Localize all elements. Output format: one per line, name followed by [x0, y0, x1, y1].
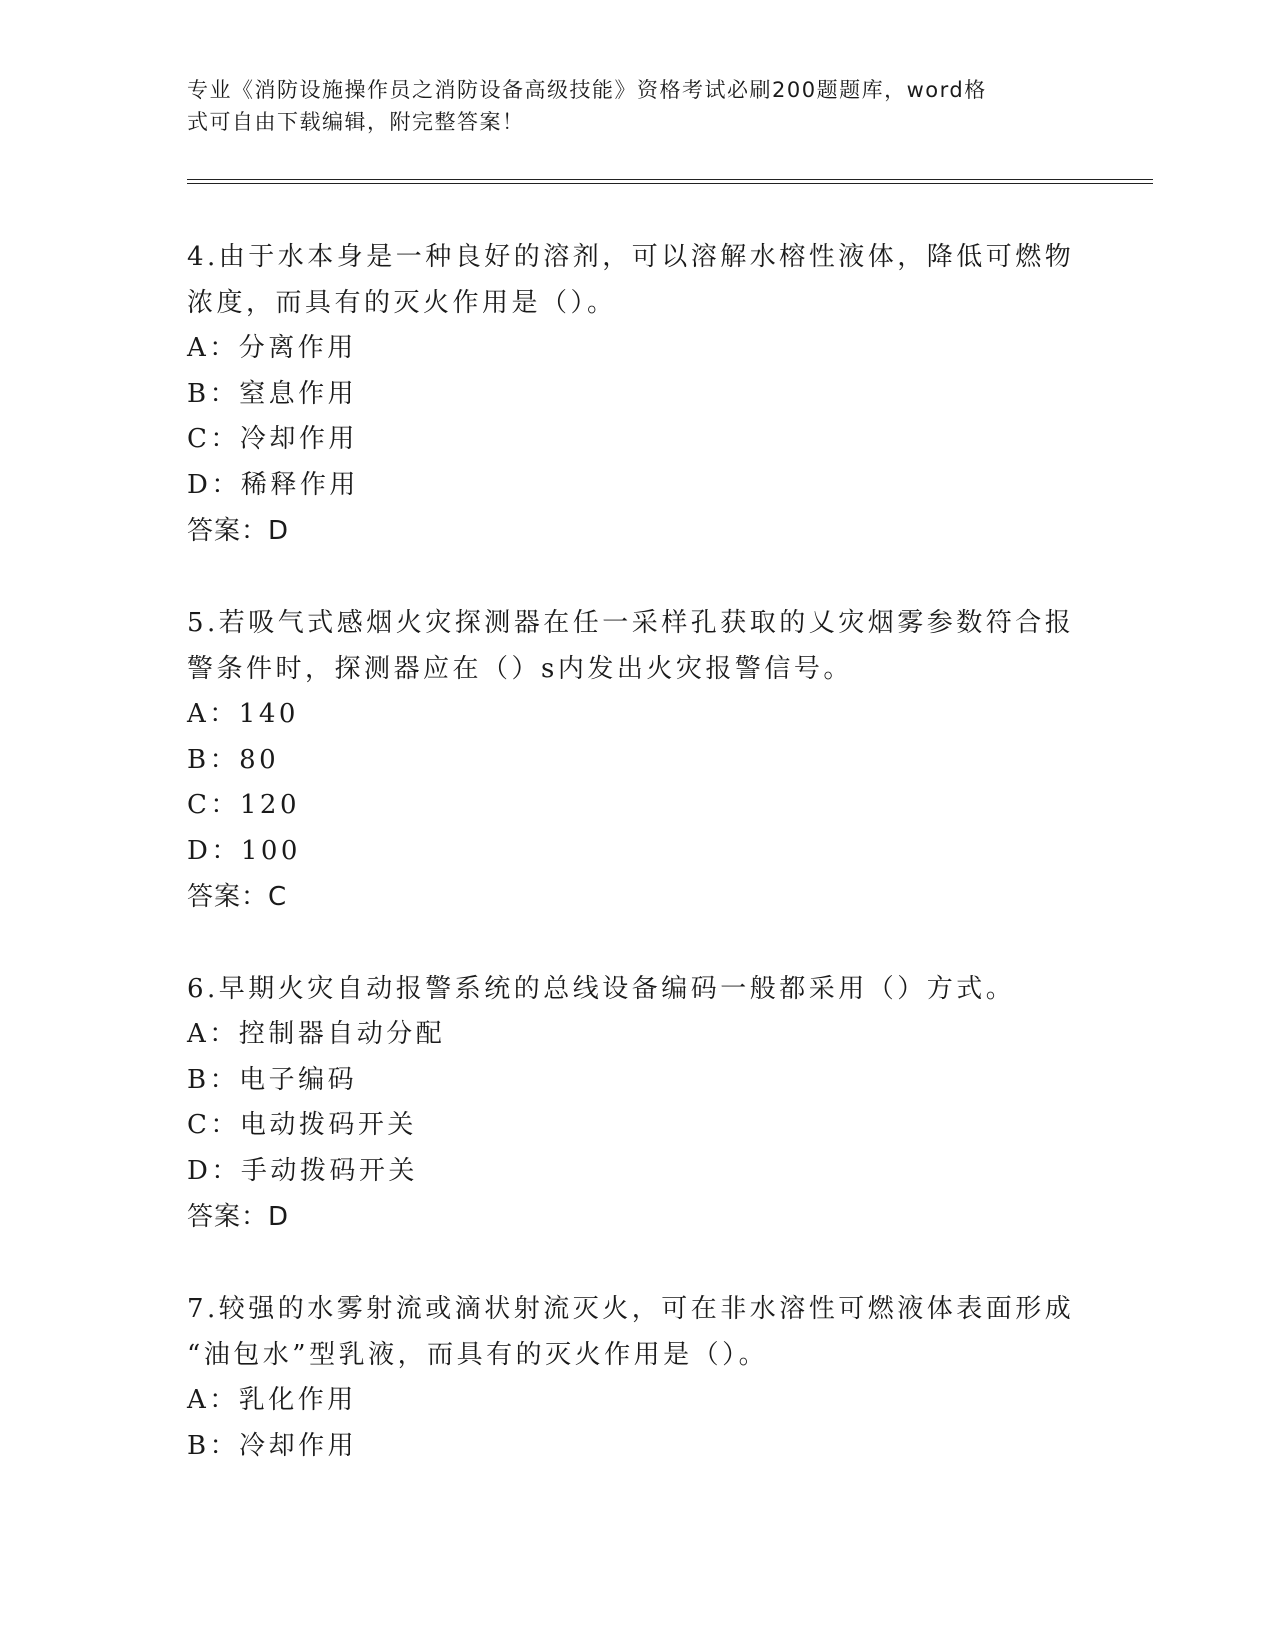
- question-4: [187, 234, 1087, 554]
- question-5: [187, 600, 1087, 920]
- option-c: C：冷却作用: [187, 424, 358, 454]
- header-title-line-1: 专业《消防设施操作员之消防设备高级技能》资格考试必刷200题题库，word格: [187, 78, 987, 102]
- question-text: 浓度，而具有的灭火作用是（）。: [187, 288, 617, 318]
- question-list: [187, 234, 1087, 1515]
- question-7: [187, 1286, 1087, 1469]
- answer: 答案：C: [187, 882, 288, 912]
- option-a: A：140: [187, 699, 299, 729]
- document-header: [187, 74, 1067, 138]
- header-divider-top: [187, 179, 1153, 180]
- question-text: “油包水”型乳液，而具有的灭火作用是（）。: [187, 1340, 769, 1370]
- question-text: 7.较强的水雾射流或滴状射流灭火，可在非水溶性可燃液体表面形成: [187, 1294, 1075, 1324]
- option-d: D：稀释作用: [187, 469, 359, 500]
- option-a: A：控制器自动分配: [187, 1019, 446, 1049]
- option-b: B：80: [187, 744, 280, 775]
- question-text: 5.若吸气式感烟火灾探测器在任一采样孔获取的乂灾烟雾参数符合报: [187, 608, 1075, 638]
- option-d: D：手动拨码开关: [187, 1155, 418, 1186]
- question-text: 警条件时，探测器应在（）s内发出火灾报警信号。: [187, 654, 853, 684]
- option-c: C：120: [187, 790, 301, 820]
- option-a: A：乳化作用: [187, 1385, 357, 1415]
- answer: 答案：D: [187, 516, 290, 546]
- option-b: B：窒息作用: [187, 378, 358, 409]
- option-c: C：电动拨码开关: [187, 1110, 417, 1140]
- option-d: D：100: [187, 835, 301, 866]
- option-a: A：分离作用: [187, 333, 357, 363]
- option-b: B：冷却作用: [187, 1430, 358, 1461]
- question-6: [187, 966, 1087, 1240]
- option-b: B：电子编码: [187, 1064, 358, 1095]
- question-text: 4.由于水本身是一种良好的溶剂，可以溶解水榕性液体，降低可燃物: [187, 242, 1075, 272]
- header-title-line-2: 式可自由下载编辑，附完整答案！: [187, 110, 525, 134]
- question-text: 6.早期火灾自动报警系统的总线设备编码一般都采用（）方式。: [187, 974, 1016, 1004]
- header-divider-bottom: [187, 183, 1153, 184]
- answer: 答案：D: [187, 1202, 290, 1232]
